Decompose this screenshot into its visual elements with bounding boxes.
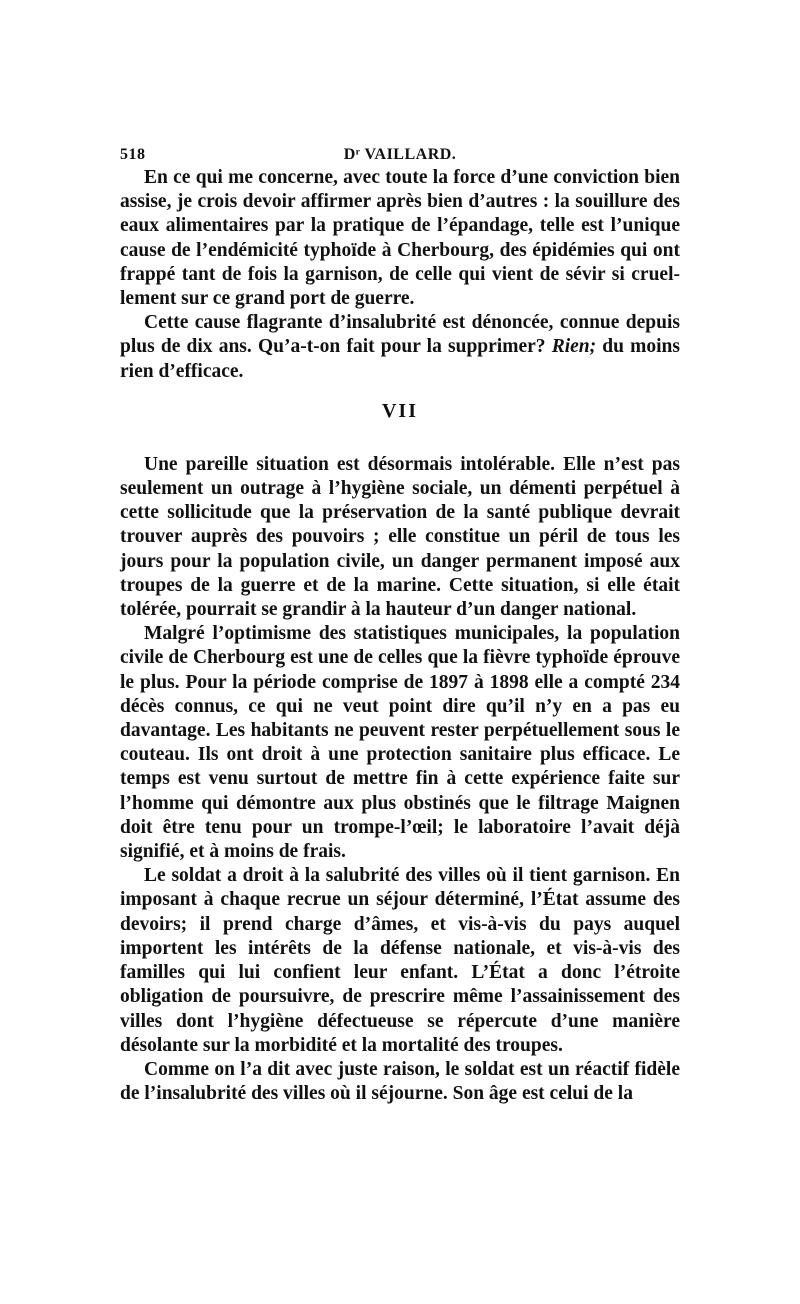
paragraph-2-emphasis: Rien; — [551, 336, 597, 358]
paragraph-1 — [120, 166, 680, 311]
paragraph-1-text: En ce qui me concerne, avec toute la force d’une conviction bien assise, je crois devoir affirmer après bien d’autres : la souillure des eaux alimentaires par la pratique de l’épandage, telle est l’unique cause de l’endémicité typhoïde à Cherbourg, des épidémies qui ont frappé tant de fois la garnison, de celle qui vient de sévir si cruellement sur ce grand port de guerre. — [120, 167, 680, 310]
running-head — [120, 140, 680, 166]
section-heading: VII — [381, 399, 418, 422]
paragraph-6: Comme on l’a dit avec juste raison, le soldat est un réactif fidèle de l’insalubrité des villes où il séjourne. Son âge est celui de la — [120, 1058, 680, 1105]
paragraph-2-text-end: du moins rien d’efficace. — [120, 336, 680, 382]
running-title: Dʳ VAILLARD. — [343, 146, 457, 163]
paragraph-3: Une pareille situation est désormais intolérable. Elle n’est pas seulement un outrage à l’hygiène sociale, un démenti perpétuel à cette sollicitude que la préservation de la santé publique devrait trouver auprès des pouvoirs ; elle constitue un péril de tous les jours pour la population civile, un danger permanent imposé aux troupes de la guerre et de la marine. Cette situation, si elle était tolérée, pourrait se grandir à la hauteur d’un danger national. — [120, 453, 680, 621]
paragraph-2 — [120, 311, 680, 384]
paragraph-2-text-start: Cette cause flagrante d’insalubrité est dénoncée, connue depuis plus de dix ans. Qu’a-t-on fait pour la supprimer? — [120, 312, 680, 358]
paragraph-5: Le soldat a droit à la salubrité des villes où il tient garnison. En imposant à chaque recrue un séjour déterminé, l’État assume des devoirs; il prend charge d’âmes, et vis-à-vis du pays auquel importent les intérêts de la défense nationale, et vis-à-vis des familles qui lui confient leur enfant. L’État a donc l’étroite obligation de poursuivre, de prescrire même l’assainissement des villes dont l’hygiène défectueuse se répercute d’une manière désolante sur la morbidité et la mortalité des troupes. — [120, 865, 680, 1056]
book-page — [120, 140, 680, 1106]
page-number: 518 — [120, 146, 146, 163]
paragraph-4: Malgré l’optimisme des statistiques municipales, la population civile de Cherbourg est une de celles que la fièvre typhoïde éprouve le plus. Pour la période comprise de 1897 à 1898 elle a compté 234 décès connus, ce qui ne veut point dire qu’il n’y en a pas eu davantage. Les habitants ne peuvent rester perpétuellement sous le couteau. Ils ont droit à une protection sanitaire plus efficace. Le temps est venu surtout de mettre fin à cette expérience faite sur l’homme qui démontre aux plus obstinés que le filtrage Maignen doit être tenu pour un trompe-l’œil; le laboratoire l’avait déjà signifié, et à moins de frais. — [120, 623, 680, 863]
